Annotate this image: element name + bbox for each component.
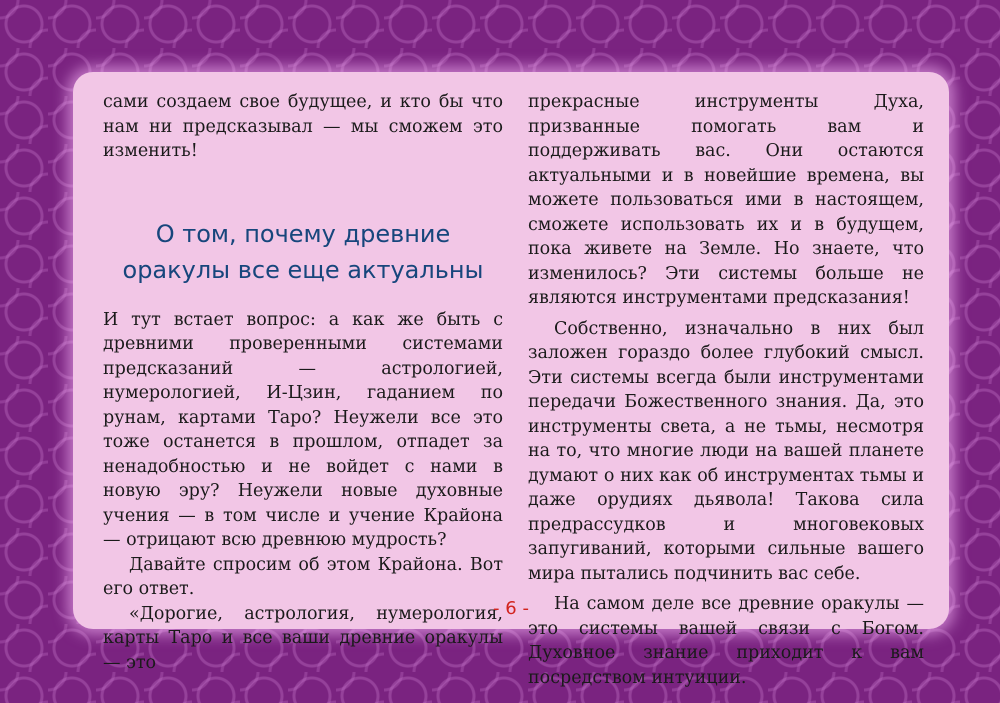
paragraph: На самом деле все древние оракулы — это системы вашей связи с Богом. Духовное знание приходит к вам посредством интуиции. <box>528 594 924 688</box>
paragraph: Собственно, изначально в них был заложен гораздо более глубокий смысл. Эти системы всегда были инструментами передачи Божественного знания. Да, это инструменты света, а не тьмы, несмотря на то, что многие люди на вашей планете думают о них как об инструментах тьмы и даже орудиях дьявола! Такова сила предрассудков и многовековых запугиваний, которыми сильные вашего мира пытались подчинить вас себе. <box>528 318 924 584</box>
paragraph: Давайте спросим об этом Крайона. Вот его ответ. <box>103 554 503 599</box>
paragraph: «Дорогие, астрология, нумерология, карты Таро и все ваши древние оракулы — это <box>103 603 503 673</box>
book-page <box>73 72 949 688</box>
paragraph: прекрасные инструменты Духа, призванные помогать вам и поддерживать вас. Они остаются актуальными и в новейшие времена, вы можете пользоваться ими в настоящем, сможете использовать их и в будущем, пока живете на Земле. Но знаете, что изменилось? Эти системы больше не являются инструментами предсказания! <box>528 92 924 308</box>
paragraph: сами создаем свое будущее, и кто бы что нам ни предсказывал — мы сможем это изменить! <box>103 92 503 161</box>
paragraph: И тут встает вопрос: а как же быть с древними проверенными системами предсказаний — астрологией, нумерологией, И-Цзин, гаданием по рунам, картами Таро? Неужели все это тоже останется в прошлом, отпадет за ненадобностью и не войдет с нами в новую эру? Неужели новые духовные учения — в том числе и учение Крайона — отрицают всю древнюю мудрость? <box>103 309 503 550</box>
section-heading: О том, почему древние оракулы все еще актуальны <box>122 219 484 284</box>
page-number: - 6 - <box>493 598 529 619</box>
left-column <box>103 90 503 675</box>
